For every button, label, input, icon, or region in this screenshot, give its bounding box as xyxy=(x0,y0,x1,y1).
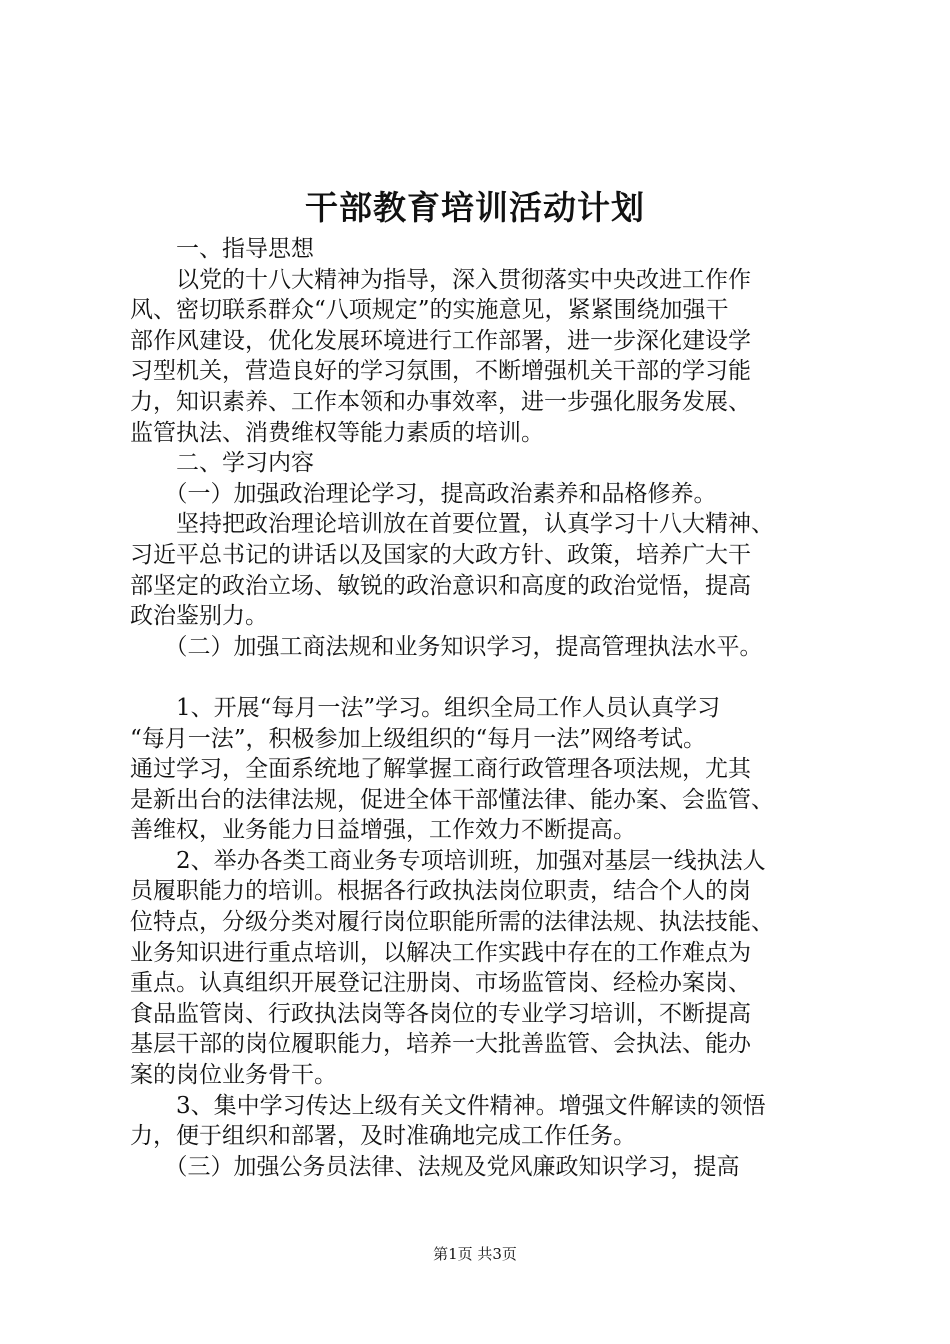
body-line: 风、密切联系群众“八项规定”的实施意见，紧紧围绕加强干 xyxy=(130,297,729,324)
body-line: 3、集中学习传达上级有关文件精神。增强文件解读的领悟 xyxy=(130,1092,766,1119)
body-line: 是新出台的法律法规，促进全体干部懂法律、能办案、会监管、 xyxy=(130,786,774,813)
body-line: 习近平总书记的讲话以及国家的大政方针、政策，培养广大干 xyxy=(130,541,751,568)
body-line: 案的岗位业务骨干。 xyxy=(130,1062,337,1089)
body-line: 员履职能力的培训。根据各行政执法岗位职责，结合个人的岗 xyxy=(130,878,751,905)
body-line: 1、开展“每月一法”学习。组织全局工作人员认真学习 xyxy=(130,694,721,721)
body-line: 以党的十八大精神为指导，深入贯彻落实中央改进工作作 xyxy=(130,266,751,293)
body-line: 食品监管岗、行政执法岗等各岗位的专业学习培训，不断提高 xyxy=(130,1000,751,1027)
body-line: 部坚定的政治立场、敏锐的政治意识和高度的政治觉悟，提高 xyxy=(130,572,751,599)
body-line: 善维权，业务能力日益增强，工作效力不断提高。 xyxy=(130,817,636,844)
body-line: 监管执法、消费维权等能力素质的培训。 xyxy=(130,419,544,446)
body-line: 2、举办各类工商业务专项培训班，加强对基层一线执法人 xyxy=(130,847,766,874)
body-line: 位特点，分级分类对履行岗位职能所需的法律法规、执法技能、 xyxy=(130,909,774,936)
body-line: 力，便于组织和部署，及时准确地完成工作任务。 xyxy=(130,1123,636,1150)
body-line: 二、学习内容 xyxy=(130,450,314,477)
document-body xyxy=(130,234,830,1182)
body-line: 业务知识进行重点培训，以解决工作实践中存在的工作难点为 xyxy=(130,939,751,966)
body-line: （三）加强公务员法律、法规及党风廉政知识学习，提高 xyxy=(130,1153,740,1180)
body-line: 力，知识素养、工作本领和办事效率，进一步强化服务发展、 xyxy=(130,388,751,415)
body-line: 基层干部的岗位履职能力，培养一大批善监管、会执法、能办 xyxy=(130,1031,751,1058)
body-line: （二）加强工商法规和业务知识学习，提高管理执法水平。 xyxy=(130,633,763,660)
body-line: 政治鉴别力。 xyxy=(130,603,268,630)
document-title: 干部教育培训活动计划 xyxy=(305,188,645,227)
body-line: 部作风建设，优化发展环境进行工作部署，进一步深化建设学 xyxy=(130,327,751,354)
body-line: 重点。认真组织开展登记注册岗、市场监管岗、经检办案岗、 xyxy=(130,970,751,997)
blank-line xyxy=(130,662,830,693)
body-line: （一）加强政治理论学习，提高政治素养和品格修养。 xyxy=(130,480,717,507)
body-line: 习型机关，营造良好的学习氛围，不断增强机关干部的学习能 xyxy=(130,358,751,385)
body-line: 一、指导思想 xyxy=(130,236,314,262)
page-footer: 第1页 共3页 xyxy=(433,1245,517,1263)
body-line: 坚持把政治理论培训放在首要位置，认真学习十八大精神、 xyxy=(130,511,774,538)
body-line: 通过学习，全面系统地了解掌握工商行政管理各项法规，尤其 xyxy=(130,756,751,783)
body-line: “每月一法”，积极参加上级组织的“每月一法”网络考试。 xyxy=(130,725,707,752)
